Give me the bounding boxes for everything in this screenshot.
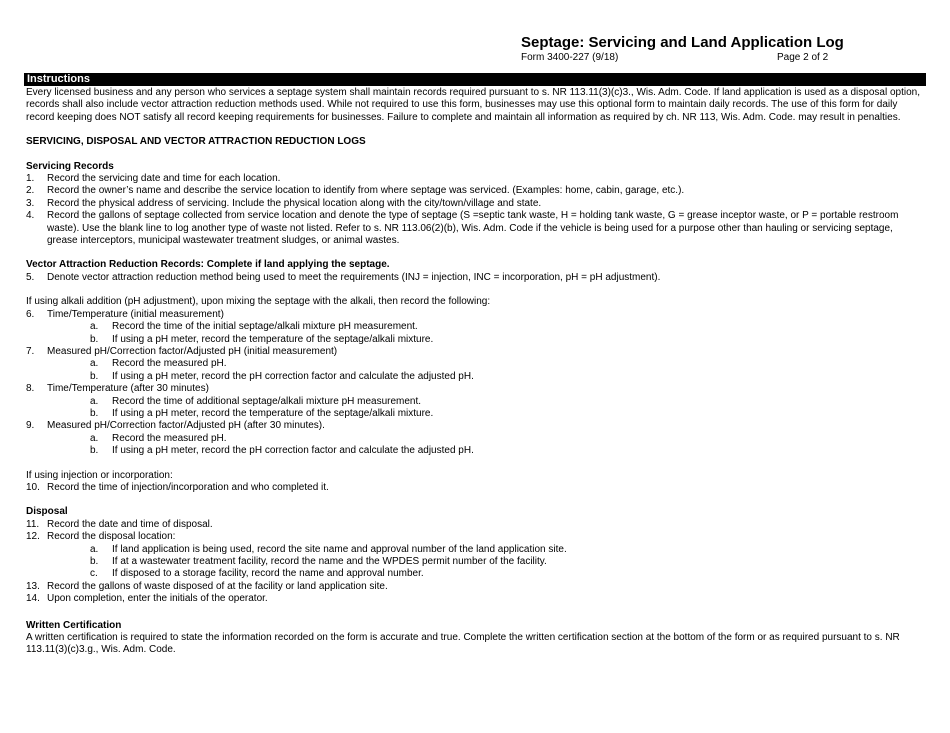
form-title: Septage: Servicing and Land Application Log [521, 34, 844, 51]
section-title: SERVICING, DISPOSAL AND VECTOR ATTRACTION REDUCTION LOGS [26, 136, 366, 148]
sub-item [26, 544, 924, 556]
item-text: Record the physical address of servicing. Include the physical location along with the city/town/village and state. [47, 197, 542, 209]
servicing-heading: Servicing Records [26, 160, 114, 172]
sub-letter: b. [90, 407, 99, 419]
list-item [26, 593, 924, 605]
item-text: Record the disposal location: [47, 531, 176, 543]
sub-item [26, 321, 924, 333]
item-text: Record the gallons of waste disposed of at the facility or land application site. [47, 580, 388, 592]
item-number: 9. [26, 420, 35, 432]
item-number: 2. [26, 185, 35, 197]
item-number: 6. [26, 308, 35, 320]
form-number: Form 3400-227 (9/18) [521, 52, 619, 63]
sub-text: Record the time of the initial septage/alkali mixture pH measurement. [112, 321, 418, 333]
sub-letter: a. [90, 432, 99, 444]
intro-paragraph: Every licensed business and any person who services a septage system shall maintain records required pursuant to s. NR 113.11(3)(c)3., Wis. Adm. Code. If land application is used as a disposal option, records shall also include vector attraction reduction methods used. While not required to use this form, businesses may use this optional form to maintain daily records. The use of this form for daily record keeping does NOT satisfy all record keeping requirements for businesses. Failure to complete and maintain all information as required by ch. NR 113, Wis. Adm. Code. may result in penalties. [26, 87, 920, 123]
sub-text: Record the measured pH. [112, 358, 227, 370]
sub-text: Record the time of additional septage/alkali mixture pH measurement. [112, 395, 422, 407]
item-number: 13. [26, 580, 40, 592]
sub-item [26, 358, 924, 370]
vector-heading: Vector Attraction Reduction Records: Complete if land applying the septage. [26, 259, 390, 271]
sub-text: If using a pH meter, record the temperature of the septage/alkali mixture. [112, 407, 434, 419]
sub-item [26, 396, 924, 408]
item-text: Measured pH/Correction factor/Adjusted pH (initial measurement) [47, 345, 338, 357]
item-text: Record the gallons of septage collected from service location and denote the type of septage (S =septic tank waste, H = holding tank waste, G = grease inceptor waste, or P = portable restroom waste). Use the blank line to log another type of waste not listed. Refer to s. NR 113.06(2)(b), Wis. Adm. Code if the vehicle is being used for a purpose other than hauling or servicing septage, grease interceptors, municipal wastewater treatment sludges, or animal wastes. [47, 210, 899, 247]
sub-letter: a. [90, 321, 99, 333]
alkali-intro: If using alkali addition (pH adjustment), upon mixing the septage with the alkali, then record the following: [26, 296, 491, 308]
item-number: 1. [26, 173, 35, 185]
item-number: 7. [26, 345, 35, 357]
list-item [26, 309, 924, 321]
item-number: 11. [26, 518, 40, 530]
sub-letter: b. [90, 556, 99, 567]
list-item [26, 581, 924, 593]
instructions-content [26, 87, 924, 657]
item-text: Record the owner’s name and describe the service location to identify from where septage was serviced. (Examples: home, cabin, garage, etc.). [47, 185, 685, 197]
sub-text: If using a pH meter, record the pH correction factor and calculate the adjusted pH. [112, 370, 474, 382]
sub-item [26, 433, 924, 445]
page-indicator: Page 2 of 2 [777, 52, 829, 63]
item-text: Record the time of injection/incorporation and who completed it. [47, 481, 329, 493]
list-item [26, 198, 924, 210]
item-number: 10. [26, 481, 40, 493]
instructions-bar: Instructions [24, 73, 926, 86]
item-number: 8. [26, 383, 35, 395]
list-item [26, 482, 924, 494]
injection-intro: If using injection or incorporation: [26, 469, 173, 481]
sub-letter: c. [90, 568, 98, 580]
sub-item [26, 445, 924, 457]
sub-item [26, 556, 924, 568]
sub-text: If disposed to a storage facility, record the name and approval number. [112, 568, 424, 580]
item-number: 4. [26, 210, 35, 222]
item-text: Measured pH/Correction factor/Adjusted pH (after 30 minutes). [47, 420, 325, 432]
sub-text: If using a pH meter, record the pH correction factor and calculate the adjusted pH. [112, 445, 474, 457]
sub-item [26, 408, 924, 420]
list-item [26, 519, 924, 531]
sub-text: Record the measured pH. [112, 432, 227, 444]
sub-item [26, 334, 924, 346]
certification-text: A written certification is required to state the information recorded on the form is accurate and true. Complete the written certification section at the bottom of the form or as required pursuant to s. NR 113.11(3)(c)3.g., Wis. Adm. Code. [26, 632, 900, 656]
list-item [26, 272, 924, 284]
sub-letter: a. [90, 395, 99, 407]
sub-text: If land application is being used, record the site name and approval number of the land application site. [112, 543, 567, 555]
list-item [26, 420, 924, 432]
item-number: 3. [26, 197, 35, 209]
sub-item [26, 568, 924, 580]
sub-text: If using a pH meter, record the temperature of the septage/alkali mixture. [112, 333, 434, 345]
item-text: Upon completion, enter the initials of the operator. [47, 593, 268, 605]
sub-letter: b. [90, 445, 99, 457]
sub-text: If at a wastewater treatment facility, record the name and the WPDES permit number of the facility. [112, 556, 547, 567]
sub-letter: a. [90, 543, 99, 555]
item-number: 14. [26, 593, 40, 605]
sub-letter: b. [90, 370, 99, 382]
list-item [26, 173, 924, 185]
sub-letter: a. [90, 358, 99, 370]
item-text: Time/Temperature (initial measurement) [47, 308, 224, 320]
disposal-heading: Disposal [26, 506, 68, 518]
list-item [26, 531, 924, 543]
list-item [26, 346, 924, 358]
item-number: 12. [26, 531, 40, 543]
certification-heading: Written Certification [26, 619, 122, 631]
sub-item [26, 371, 924, 383]
item-text: Record the date and time of disposal. [47, 518, 213, 530]
sub-letter: b. [90, 333, 99, 345]
item-number: 5. [26, 271, 35, 283]
list-item [26, 383, 924, 395]
item-text: Record the servicing date and time for each location. [47, 173, 281, 185]
item-text: Time/Temperature (after 30 minutes) [47, 383, 209, 395]
list-item [26, 210, 924, 247]
item-text: Denote vector attraction reduction method being used to meet the requirements (INJ = injection, INC = incorporation, pH = pH adjustment). [47, 271, 661, 283]
list-item [26, 185, 924, 197]
